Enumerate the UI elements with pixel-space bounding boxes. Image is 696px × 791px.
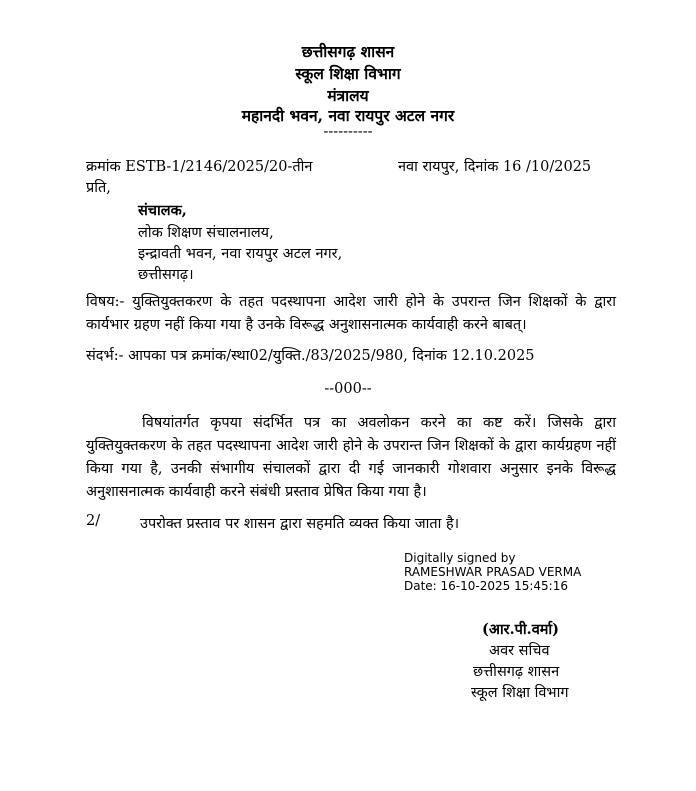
letterhead-line-3: मंत्रालय	[327, 86, 369, 105]
body-paragraph-1: विषयांतर्गत कृपया संदर्भित पत्र का अवलोकन करने का कष्ट करें। जिसके द्वारा युक्तियुक्तकरण के तहत पदस्थापना आदेश जारी होने के उपरान्त जिन शिक्षकों के द्वारा कार्यग्रहण नहीं किया गया है, उनकी संभागीय संचालकों द्वारा दी गई जानकारी गोशवारा अनुसार इनके विरूद्ध अनुशासनात्मक कार्यवाही करने संबंधी प्रस्ताव प्रेषित किया गया है।	[86, 415, 616, 500]
recipient-line-2: इन्द्रावती भवन, नवा रायपुर अटल नगर,	[138, 246, 343, 262]
letter-reference-number: क्रमांक ESTB-1/2146/2025/20-तीन	[86, 159, 313, 175]
recipient-prefix: प्रति,	[86, 180, 111, 196]
digital-signature-date: Date: 16-10-2025 15:45:16	[404, 579, 568, 593]
letter-place-date: नवा रायपुर, दिनांक 16 /10/2025	[398, 159, 592, 175]
recipient-title: संचालक,	[138, 202, 187, 219]
letter-subject: विषय:- युक्तियुक्तकरण के तहत पदस्थापना आदेश जारी होने के उपरान्त जिन शिक्षकों के द्वारा कार्यभार ग्रहण नहीं किया गया है उनके विरूद्ध अनुशासनात्मक कार्यवाही करने बाबत्।	[86, 294, 616, 333]
signatory-designation: अवर सचिव	[489, 643, 550, 659]
letterhead-line-2: स्कूल शिक्षा विभाग	[295, 64, 401, 83]
signatory-org-1: छत्तीसगढ़ शासन	[473, 664, 560, 680]
recipient-line-1: लोक शिक्षण संचालनालय,	[138, 225, 274, 241]
letterhead-line-1: छत्तीसगढ़ शासन	[301, 42, 395, 61]
letterhead-line-4: महानदी भवन, नवा रायपुर अटल नगर	[241, 106, 455, 125]
reference-line: संदर्भ:- आपका पत्र क्रमांक/स्था02/युक्ति./83/2025/980, दिनांक 12.10.2025	[86, 348, 535, 364]
recipient-line-3: छत्तीसगढ़।	[138, 267, 194, 283]
digital-signature-line-1: Digitally signed by	[404, 551, 516, 565]
body-divider: --000--	[324, 381, 372, 397]
letterhead-separator: ----------	[323, 124, 373, 140]
digital-signature-name: RAMESHWAR PRASAD VERMA	[404, 565, 582, 579]
signatory-org-2: स्कूल शिक्षा विभाग	[471, 685, 569, 701]
paragraph-2-number: 2/	[86, 513, 101, 529]
signatory-name: (आर.पी.वर्मा)	[482, 621, 560, 638]
body-paragraph-2: उपरोक्त प्रस्ताव पर शासन द्वारा सहमति व्यक्त किया जाता है।	[140, 516, 460, 532]
